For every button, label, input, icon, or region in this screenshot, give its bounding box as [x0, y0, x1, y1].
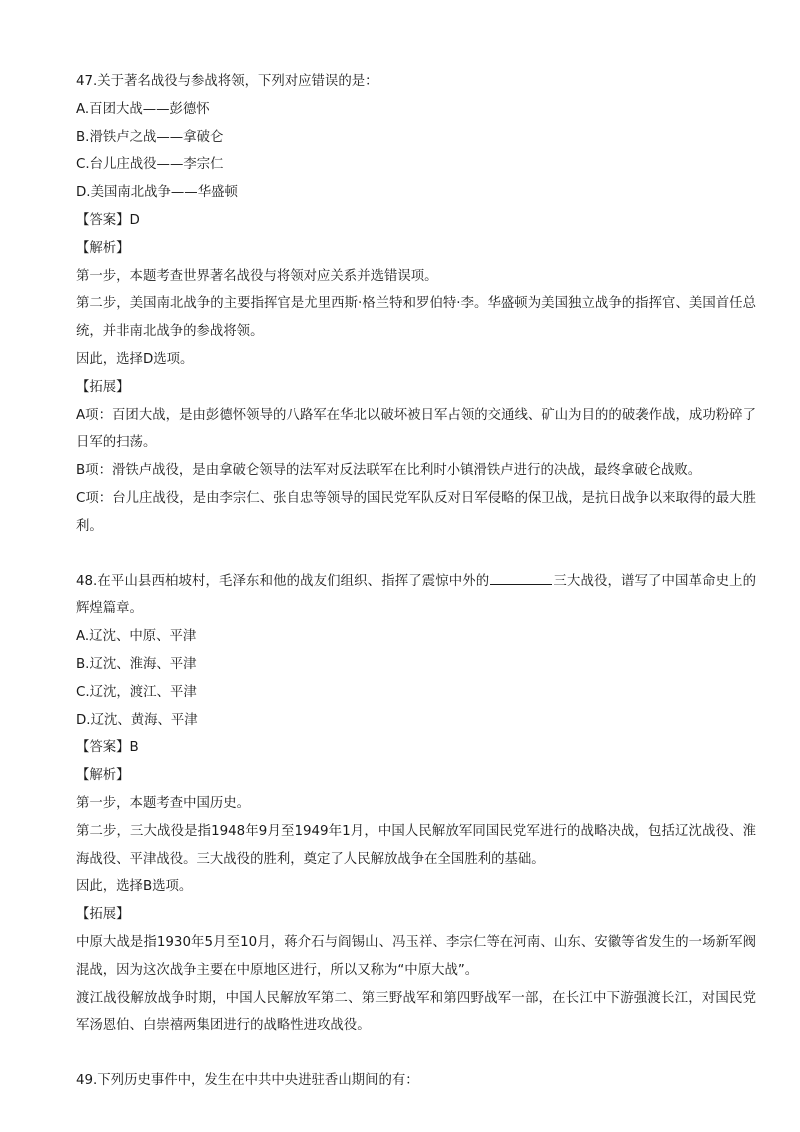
- q48-analysis-step2: 第二步，三大战役是指1948年9月至1949年1月，中国人民解放军同国民党军进行的战略决战，包括辽沈战役、淮海战役、平津战役。三大战役的胜利，奠定了人民解放战争在全国胜利的基础。: [76, 823, 756, 867]
- q47-answer: 【答案】D: [76, 212, 140, 228]
- q48-analysis-conclusion: 因此，选择B选项。: [76, 879, 193, 895]
- question-spacer: [76, 1040, 756, 1067]
- q47-option-a: A.百团大战——彭德怀: [76, 101, 210, 117]
- q48-extend-central-plains: 中原大战是指1930年5月至10月，蒋介石与阎锡山、冯玉祥、李宗仁等在河南、山东、安徽等省发生的一场新军阀混战，因为这次战争主要在中原地区进行，所以又称为“中原大战”。: [76, 934, 756, 978]
- q48-blank: [490, 569, 552, 585]
- q47-extend-b: B项：滑铁卢战役，是由拿破仑领导的法军对反法联军在比利时小镇滑铁卢进行的决战，最终拿破仑战败。: [76, 463, 702, 479]
- q47-analysis-conclusion: 因此，选择D选项。: [76, 351, 194, 367]
- q48-answer: 【答案】B: [76, 740, 139, 756]
- q48-extend-crossing-river: 渡江战役解放战争时期，中国人民解放军第二、第三野战军和第四野战军一部，在长江中下游强渡长江，对国民党军汤恩伯、白崇禧两集团进行的战略性进攻战役。: [76, 990, 756, 1034]
- q47-analysis-step2: 第二步，美国南北战争的主要指挥官是尤里西斯·格兰特和罗伯特·李。华盛顿为美国独立战争的指挥官、美国首任总统，并非南北战争的参战将领。: [76, 296, 756, 340]
- q48-stem-after: 三大战役，谱写了中国革命史上的辉煌篇章。: [76, 573, 757, 617]
- q48-analysis-title: 【解析】: [76, 768, 130, 784]
- question-spacer: [76, 541, 756, 568]
- q47-option-d: D.美国南北战争——华盛顿: [76, 185, 238, 201]
- q48-extend-title: 【拓展】: [76, 907, 130, 923]
- q47-extend-a: A项：百团大战，是由彭德怀领导的八路军在华北以破坏被日军占领的交通线、矿山为目的的破袭作战，成功粉碎了日军的扫荡。: [76, 407, 756, 451]
- q48-option-d: D.辽沈、黄海、平津: [76, 712, 198, 728]
- q47-extend-title: 【拓展】: [76, 379, 130, 395]
- q47-analysis-title: 【解析】: [76, 240, 130, 256]
- q47-stem: 47.关于著名战役与参战将领，下列对应错误的是：: [76, 74, 379, 89]
- q48-option-b: B.辽沈、淮海、平津: [76, 656, 197, 672]
- q49-stem: 49.下列历史事件中，发生在中共中央进驻香山期间的有：: [76, 1073, 419, 1089]
- document-page: [76, 68, 756, 1095]
- q48-option-a: A.辽沈、中原、平津: [76, 629, 197, 645]
- q48-option-c: C.辽沈，渡江、平津: [76, 684, 197, 700]
- q47-analysis-step1: 第一步，本题考查世界著名战役与将领对应关系并选错误项。: [76, 268, 438, 284]
- q47-extend-c: C项：台儿庄战役，是由李宗仁、张自忠等领导的国民党军队反对日军侵略的保卫战，是抗日战争以来取得的最大胜利。: [76, 490, 756, 534]
- q47-option-c: C.台儿庄战役——李宗仁: [76, 157, 224, 173]
- q48-stem-before: 48.在平山县西柏坡村，毛泽东和他的战友们组织、指挥了震惊中外的: [76, 573, 490, 589]
- q48-analysis-step1: 第一步，本题考查中国历史。: [76, 795, 251, 811]
- q48-stem: [76, 568, 756, 624]
- q47-option-b: B.滑铁卢之战——拿破仑: [76, 129, 224, 145]
